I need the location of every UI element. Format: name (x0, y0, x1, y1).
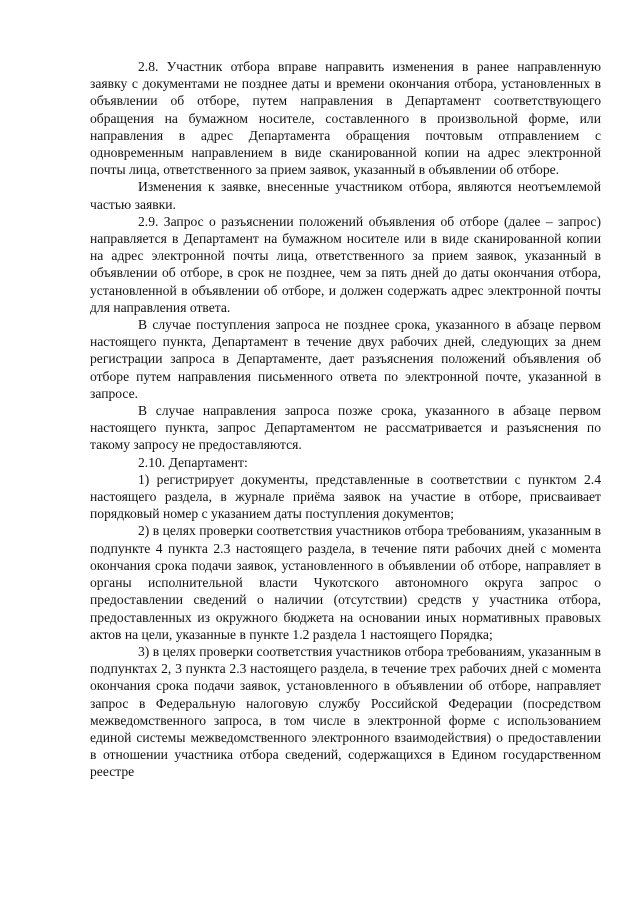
paragraph-timely-request: В случае поступления запроса не позднее срока, указанного в абзаце первом настоящего пункта, Департамент в течение двух рабочих дней, следующих за днем регистрации запроса в Департаменте, дает разъяснения положений объявления об отборе путем направления письменного ответа по электронной почте, указанной в запросе. (90, 317, 601, 401)
paragraph-item-3: 3) в целях проверки соответствия участников отбора требованиям, указанным в подпунктах 2, 3 пункта 2.3 настоящего раздела, в течение трех рабочих дней с момента окончания срока подачи заявок, установленного в объявлении об отборе, направляет запрос в Федеральную налоговую службу Российской Федерации (посредством межведомственного запроса, в том числе в электронной форме с использованием единой системы межведомственного электронного взаимодействия) о предоставлении в отношении участника отбора сведений, содержащихся в Едином государственном реестре (90, 643, 601, 780)
paragraph-2-9: 2.9. Запрос о разъяснении положений объявления об отборе (далее – запрос) направляется в Департамент на бумажном носителе или в виде сканированной копии на адрес электронной почты лица, ответственного за прием заявок, указанный в объявлении об отборе, в срок не позднее, чем за пять дней до даты окончания отбора, установленной в объявлении об отборе, и должен содержать адрес электронной почты для направления ответа. (90, 213, 601, 315)
paragraph-item-1: 1) регистрирует документы, представленные в соответствии с пунктом 2.4 настоящего раздела, в журнале приёма заявок на участие в отборе, присваивает порядковый номер с указанием даты поступления документов; (90, 471, 601, 522)
paragraph-late-request: В случае направления запроса позже срока, указанного в абзаце первом настоящего пункта, запрос Департаментом не рассматривается и разъяснения по такому запросу не предоставляются. (90, 403, 601, 453)
paragraph-amendments: Изменения к заявке, внесенные участником отбора, являются неотъемлемой частью заявки. (90, 179, 601, 212)
document-page (90, 58, 601, 781)
paragraph-2-8: 2.8. Участник отбора вправе направить изменения в ранее направленную заявку с документами не позднее даты и времени окончания отбора, установленных в объявлении об отборе, путем направления в Департамент соответствующего обращения на бумажном носителе, составленного в произвольной форме, или направления в адрес Департамента обращения почтовым отправлением с одновременным направлением в виде сканированной копии на адрес электронной почты лица, ответственного за прием заявок, указанный в объявлении об отборе. (90, 59, 601, 178)
paragraph-item-2: 2) в целях проверки соответствия участников отбора требованиям, указанным в подпункте 4 пункта 2.3 настоящего раздела, в течение пяти рабочих дней с момента окончания срока подачи заявок, установленного в объявлении об отборе, направляет в органы исполнительной власти Чукотского автономного округа запрос о предоставлении сведений о наличии (отсутствии) средств у участника отбора, предоставленных из окружного бюджета на основании иных нормативных правовых актов на цели, указанные в пункте 1.2 раздела 1 настоящего Порядка; (90, 523, 601, 642)
paragraph-2-10: 2.10. Департамент: (138, 454, 248, 470)
